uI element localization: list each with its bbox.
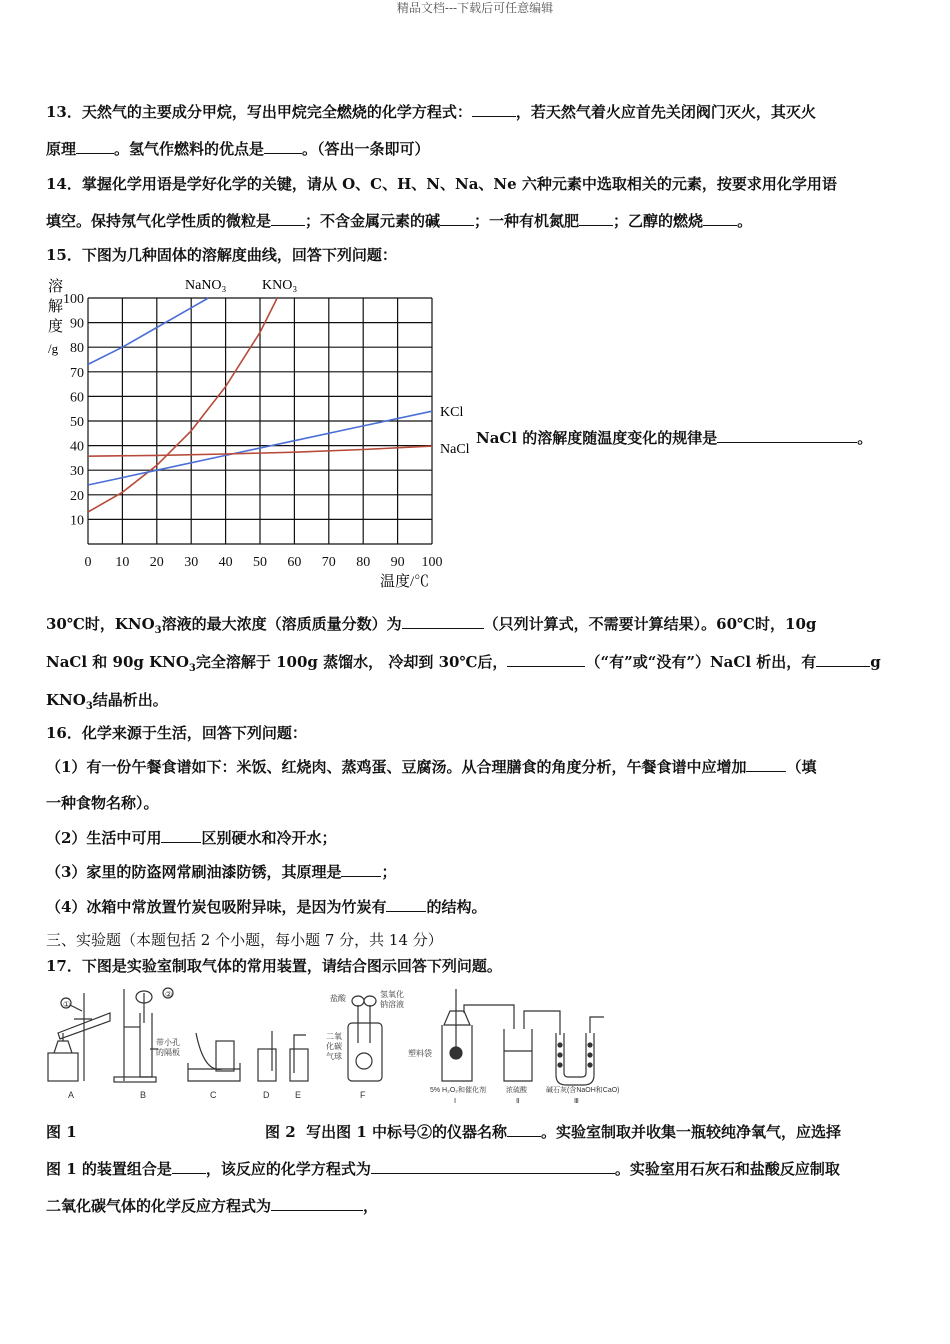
q14-text-5: 。 — [737, 212, 753, 230]
y-tick-label: 60 — [70, 390, 84, 406]
e-label: E — [295, 1090, 302, 1100]
q15-blank-precipitate[interactable] — [507, 652, 585, 667]
q15-text-4: NaCl 和 90g KNO — [46, 653, 189, 671]
b-hole-label-2: 的隔板 — [156, 1048, 180, 1057]
apparatus-fig2-iii — [546, 1017, 620, 1105]
q14-blank-2[interactable] — [440, 211, 474, 226]
q15-sub-3: 3 — [85, 701, 93, 712]
q13-blank-principle[interactable] — [76, 139, 114, 154]
q16-blank-structure[interactable] — [386, 897, 426, 912]
f-funnel-2 — [364, 996, 376, 1006]
f-co2-label-2: 化碳 — [326, 1042, 342, 1051]
y-tick-label: 90 — [70, 316, 84, 332]
y-tick-label: 40 — [70, 439, 84, 455]
section-3-heading: 三、实验题（本题包括 2 个小题，每小题 7 分，共 14 分） — [46, 931, 443, 949]
q16-sub1-line1 — [46, 757, 816, 777]
fig2-reagent-2: 浓硫酸 — [506, 1087, 527, 1094]
c-trough — [188, 1063, 240, 1081]
apparatus-d — [258, 1031, 276, 1100]
q14-blank-4[interactable] — [703, 211, 737, 226]
series-line-0 — [88, 298, 208, 364]
b-circ2-label: ② — [165, 990, 173, 999]
x-tick-label: 10 — [115, 555, 130, 570]
fig2-roman-2: Ⅱ — [516, 1098, 520, 1105]
q15-text-8: KNO — [46, 691, 86, 709]
q15-text-3: （只列计算式，不需要计算结果）。60℃时，10g — [483, 615, 817, 633]
q15-nacl-end: 。 — [857, 429, 873, 447]
apparatus-b — [114, 988, 180, 1100]
q16-text-5: （3）家里的防盗网常刷油漆防锈，其原理是 — [46, 863, 342, 881]
q16-sub3 — [46, 862, 396, 882]
fig2-roman-1: Ⅰ — [454, 1098, 457, 1105]
q13-text-1: 13．天然气的主要成分甲烷，写出甲烷完全燃烧的化学方程式： — [46, 103, 472, 121]
x-axis-label: 温度/℃ — [380, 574, 430, 590]
q15-text-6: （“有”或“没有”）NaCl 析出，有 — [585, 653, 817, 671]
apparatus-e — [290, 1035, 308, 1100]
q17-blank-combination[interactable] — [172, 1159, 206, 1174]
fig2-ii-bottle — [504, 1029, 532, 1081]
q16-sub1-line2: 一种食物名称）。 — [46, 794, 159, 812]
q16-sub4 — [46, 897, 486, 917]
c-jar — [216, 1041, 234, 1071]
y-label-char-4: /g — [48, 341, 59, 356]
q16-text-2: （填 — [786, 758, 817, 776]
y-label-char-2: 解 — [48, 299, 64, 315]
q17-text-5: 。实验室用石灰石和盐酸反应制取 — [614, 1160, 840, 1178]
q15-text-7: g — [870, 653, 881, 671]
q16-intro: 16．化学来源于生活，回答下列问题： — [46, 724, 307, 742]
q13-text-4: 。氢气作燃料的优点是 — [114, 140, 265, 158]
a-stand-base — [48, 1053, 78, 1081]
series-label-kno3: KNO₃ — [262, 278, 298, 293]
x-tick-label: 20 — [149, 555, 164, 570]
q16-text-8: 的结构。 — [426, 898, 487, 916]
q15-para-line1 — [46, 614, 816, 641]
q16-blank-rust[interactable] — [341, 862, 381, 877]
fig2-reagent-1: 5% H₂O₂和催化剂 — [430, 1087, 486, 1094]
f-naoh-label-1: 氢氧化 — [380, 990, 404, 999]
q15-blank-concentration[interactable] — [402, 614, 484, 629]
q15-sub-2: 3 — [188, 663, 196, 674]
q17-blank-equation-o2[interactable] — [371, 1159, 615, 1174]
c-label: C — [210, 1090, 217, 1100]
q15-nacl-text: NaCl 的溶解度随温度变化的规律是 — [476, 429, 718, 447]
d-label: D — [263, 1090, 270, 1100]
y-tick-label: 100 — [63, 292, 84, 307]
q16-blank-food[interactable] — [746, 757, 786, 772]
apparatus-figure — [44, 983, 644, 1113]
series-label-nacl: NaCl — [440, 442, 470, 457]
q13-blank-advantage[interactable] — [264, 139, 302, 154]
q14-text-3: ；一种有机氮肥 — [474, 212, 580, 230]
f-label: F — [360, 1090, 366, 1100]
q13-text-3: 原理 — [46, 140, 77, 158]
q14-text-2: ；不含金属元素的碱 — [305, 212, 441, 230]
d-jar — [258, 1049, 276, 1081]
q17-intro: 17．下图是实验室制取气体的常用装置，请结合图示回答下列问题。 — [46, 957, 502, 975]
y-label-char-1: 溶 — [48, 279, 64, 295]
q17-blank-instrument[interactable] — [507, 1122, 541, 1137]
q17-line2 — [46, 1159, 840, 1179]
x-tick-label: 40 — [218, 555, 233, 570]
q16-text-6: ； — [381, 863, 397, 881]
q15-text-2: 溶液的最大浓度（溶质质量分数）为 — [161, 615, 402, 633]
q13-text-2: ，若天然气着火应首先关闭阀门灭火，其灭火 — [515, 103, 816, 121]
y-tick-label: 80 — [70, 341, 84, 357]
fig2-i-neck — [444, 1011, 470, 1025]
f-balloon — [356, 1053, 372, 1069]
q16-blank-hardwater[interactable] — [161, 828, 201, 843]
series-label-kcl: KCl — [440, 405, 464, 420]
q15-blank-nacl-rule[interactable] — [717, 428, 857, 443]
f-co2-label-1: 二氧 — [326, 1032, 342, 1041]
x-tick-label: 0 — [84, 555, 92, 570]
q15-sub-1: 3 — [154, 625, 162, 636]
b-label: B — [140, 1090, 147, 1100]
fig2-iii-outlet — [590, 1017, 604, 1033]
a-circ1-label: ① — [63, 1000, 71, 1009]
apparatus-fig2-i — [408, 989, 514, 1105]
q15-para-line3 — [46, 690, 168, 717]
figure-2-caption: 图 2 — [265, 1123, 296, 1141]
a-lamp — [54, 1041, 72, 1053]
q14-text-4: ；乙醇的燃烧 — [613, 212, 704, 230]
q15-text-5: 完全溶解于 100g 蒸馏水， 冷却到 30℃后， — [195, 653, 508, 671]
q17-text-4: ，该反应的化学方程式为 — [205, 1160, 371, 1178]
solubility-chart — [44, 272, 474, 597]
apparatus-a — [48, 993, 110, 1100]
q15-text-1: 30℃时，KNO — [46, 615, 155, 633]
q13-line1 — [46, 102, 816, 122]
x-tick-label: 60 — [287, 555, 302, 570]
q16-text-3: （2）生活中可用 — [46, 829, 162, 847]
fig2-roman-3: Ⅲ — [574, 1098, 579, 1105]
apparatus-c — [188, 1033, 240, 1100]
y-tick-label: 30 — [70, 464, 84, 480]
f-naoh-label-2: 钠溶液 — [380, 1000, 404, 1009]
q13-line2 — [46, 139, 430, 159]
q15-blank-mass[interactable] — [816, 652, 870, 667]
x-tick-label: 100 — [421, 555, 443, 570]
f-funnel-1 — [352, 996, 364, 1006]
q14-blank-1[interactable] — [271, 211, 305, 226]
b-base — [114, 1077, 156, 1082]
f-co2-label-3: 气球 — [326, 1052, 342, 1061]
apparatus-f — [326, 989, 404, 1100]
q17-text-7: ， — [363, 1197, 379, 1215]
fig2-bag-label: 塑料袋 — [408, 1049, 432, 1058]
q14-text-1: 填空。保持氖气化学性质的微粒是 — [46, 212, 272, 230]
e-jar — [290, 1049, 308, 1081]
q16-text-4: 区别硬水和冷开水； — [201, 829, 337, 847]
x-tick-label: 80 — [356, 555, 371, 570]
chart-y-ticks — [63, 292, 84, 528]
q17-blank-equation-co2[interactable] — [271, 1196, 363, 1211]
e-tube — [294, 1035, 306, 1073]
chart-x-ticks — [85, 555, 443, 570]
x-tick-label: 70 — [321, 555, 336, 570]
x-tick-label: 30 — [184, 555, 199, 570]
q15-nacl-question — [476, 428, 872, 448]
y-tick-label: 20 — [70, 488, 84, 504]
x-tick-label: 50 — [253, 555, 267, 570]
fig2-i-bag — [450, 1047, 462, 1059]
series-label-nano3: NaNO₃ — [185, 278, 227, 293]
q13-blank-equation[interactable] — [472, 102, 516, 117]
q17-text-6: 二氧化碳气体的化学反应方程式为 — [46, 1197, 272, 1215]
q16-text-1: （1）有一份午餐食谱如下：米饭、红烧肉、蒸鸡蛋、豆腐汤。从合理膳食的角度分析，午餐食谱中应增加 — [46, 758, 747, 776]
b-hole-label-1: 带小孔 — [156, 1038, 180, 1047]
y-tick-label: 50 — [70, 415, 84, 430]
f-bottle — [348, 1023, 382, 1081]
y-tick-label: 70 — [70, 365, 84, 381]
b-tube — [140, 1013, 152, 1077]
q17-text-3: 图 1 的装置组合是 — [46, 1160, 172, 1178]
y-label-char-3: 度 — [48, 319, 64, 335]
c-delivery-tube — [196, 1033, 222, 1069]
q17-line1 — [265, 1122, 841, 1142]
q17-line3 — [46, 1196, 378, 1216]
chart-grid — [88, 298, 432, 544]
chart-y-label — [48, 278, 63, 356]
q16-text-7: （4）冰箱中常放置竹炭包吸附异味，是因为竹炭有 — [46, 898, 387, 916]
q14-blank-3[interactable] — [579, 211, 613, 226]
y-tick-label: 10 — [70, 513, 84, 529]
q15-para-line2 — [46, 652, 881, 679]
q17-text-2: 。实验室制取并收集一瓶较纯净氧气，应选择 — [541, 1123, 842, 1141]
fig2-reagent-3: 碱石灰(含NaOH和CaO) — [546, 1087, 620, 1094]
q16-sub2 — [46, 828, 336, 848]
fig2-ii-to-iii — [524, 1011, 560, 1035]
q15-text-9: 结晶析出。 — [92, 691, 168, 709]
page-header: 精品文档---下载后可任意编辑 — [396, 1, 554, 15]
x-tick-label: 90 — [390, 555, 405, 570]
f-hcl-label: 盐酸 — [330, 994, 346, 1003]
q17-text-1: 写出图 1 中标号②的仪器名称 — [306, 1123, 508, 1141]
a-label: A — [68, 1090, 75, 1100]
q14-line2 — [46, 211, 752, 231]
q15-intro: 15．下图为几种固体的溶解度曲线，回答下列问题： — [46, 246, 397, 264]
q13-text-5: 。（答出一条即可） — [302, 140, 430, 158]
figure-1-caption: 图 1 — [46, 1123, 77, 1141]
q14-line1: 14．掌握化学用语是学好化学的关键，请从 O、C、H、N、Na、Ne 六种元素中选取相关的元素，按要求用化学用语 — [46, 175, 837, 193]
series-line-1 — [88, 298, 277, 512]
